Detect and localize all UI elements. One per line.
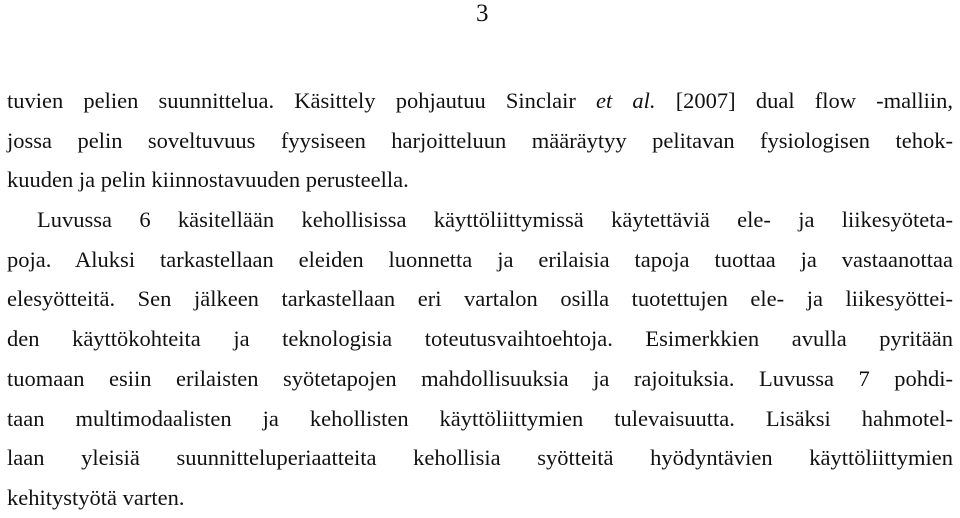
text-line: laan yleisiä suunnitteluperiaatteita kehollisia syötteitä hyödyntävien käyttöliittymien bbox=[7, 445, 953, 471]
text-line: tuomaan esiin erilaisten syötetapojen mahdollisuuksia ja rajoituksia. Luvussa 7 pohdi- bbox=[7, 365, 953, 391]
body-paragraphs bbox=[7, 81, 953, 518]
text-line: jossa pelin soveltuvuus fyysiseen harjoitteluun määräytyy pelitavan fysiologisen tehok- bbox=[7, 127, 953, 153]
page-number: 3 bbox=[476, 0, 489, 27]
text-line: elesyötteitä. Sen jälkeen tarkastellaan eri vartalon osilla tuotettujen ele- ja liikesyöttei- bbox=[7, 286, 953, 312]
text-line: poja. Aluksi tarkastellaan eleiden luonnetta ja erilaisia tapoja tuottaa ja vastaanottaa bbox=[7, 246, 953, 272]
text-line: Luvussa 6 käsitellään kehollisissa käyttöliittymissä käytettäviä ele- ja liikesyötetа- bbox=[37, 207, 953, 233]
text-line: taan multimodaalisten ja kehollisten käyttöliittymien tulevaisuutta. Lisäksi hahmotel- bbox=[7, 405, 953, 431]
text-line: kuuden ja pelin kiinnostavuuden perusteella. bbox=[7, 167, 409, 193]
text-line: kehitystyötä varten. bbox=[7, 484, 185, 510]
text-line: tuvien pelien suunnittelua. Käsittely pohjautuu Sinclair et al. [2007] dual flow -malliin, bbox=[7, 88, 953, 113]
et-al-italic: et al. bbox=[596, 88, 656, 113]
text-line: den käyttökohteita ja teknologisia toteutusvaihtoehtoja. Esimerkkien avulla pyritään bbox=[7, 326, 953, 352]
